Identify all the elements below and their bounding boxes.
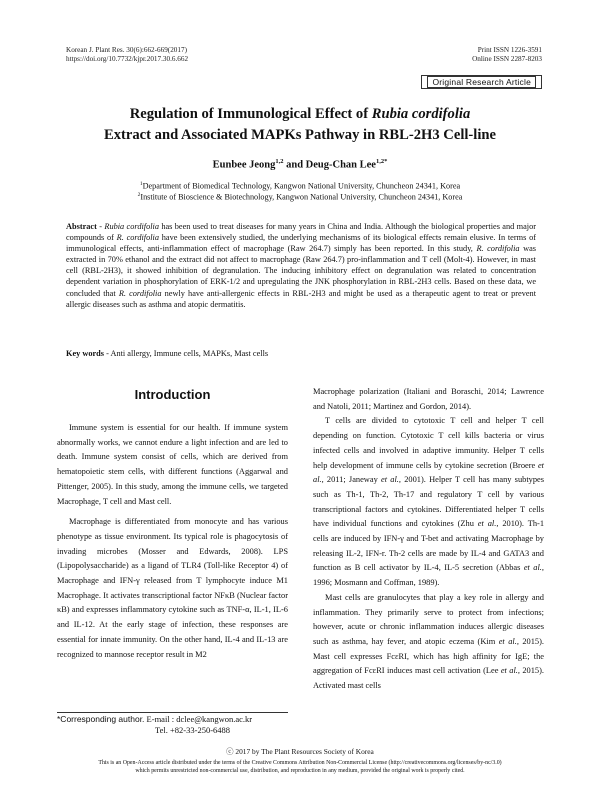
intro-paragraph-1: Immune system is essential for our health. If immune system abnormally works, we cannot endure a light infection and are led to death. Immune system consist of cells, which are derived from hematopoietic stem cells, with different functions (Aggarwal and Pittenger, 2005). In this study, among the immune cells, we targeted Macrophage, T cell and Mast cell. bbox=[57, 423, 288, 506]
intro-paragraph-3: T cells are divided to cytotoxic T cell and helper T cell depending on function. Cytotoxic T cell kills bacteria or virus infected cells and involved in adaptive immunity. Helper T cells help development of immune cells by cytokine secretion (Broere et al., 2011; Janeway et al., 2001). Helper T cell has many subtypes such as Th-1, Th-2, Th-17 and regulatory T cell by various transcriptional factors and cytokines. Differentiated helper T cells have individual functions and cytokines (Zhu et al., 2010). Th-1 cells are induced by IFN-γ and T-bet and activating Macrophage by releasing IL-2, IFN-r. Th-2 cells are made by IL-4 and GATA3 and function as B cell activator by IL-4, IL-5 secretion (Abbas et al., 1996; Mosmann and Coffman, 1989). bbox=[313, 416, 545, 588]
title-species: Rubia cordifolia bbox=[371, 106, 471, 122]
corresponding-label: *Corresponding author. bbox=[57, 714, 145, 724]
column-left bbox=[57, 421, 288, 662]
abstract: Abstract - Rubia cordifolia has been used to treat diseases for many years in China and India. Although the biological properties and major compounds of R. cordifolia have been extensively studied, the underlying mechanisms of its biological effects remain elusive. In terms of immunological effects, anti-inflammation effect of macrophage (Raw 264.7) simply has been reported. In this study, R. cordifolia was extracted in 70% ethanol and the extract did not affect to macrophage (Raw 264.7) pro-inflammation and T cell (Molt-4). However, in mast cell (RBL-2H3), it showed inhibition of degranulation. The inducing inhibitory effect on degranulation was related to concentration dependent variation in phosphorylation of ERK-1/2 and upregulating the JNK phosphorylation in RBL-2H3 cells. Based on these data, we concluded that R. cordifolia newly have anti-allergenic effects in RBL-2H3 and might be used as a therapeutic agent to treat or prevent allergic diseases such as asthma and atopic dermatitis. bbox=[66, 222, 536, 309]
column-right bbox=[313, 385, 544, 694]
online-issn: Online ISSN 2287-8203 bbox=[472, 55, 542, 63]
issn-block bbox=[472, 46, 542, 64]
keywords-label: Key words bbox=[66, 349, 105, 358]
author-1: Eunbee Jeong bbox=[212, 159, 276, 171]
corresponding-author-note bbox=[57, 714, 297, 736]
article-type-badge bbox=[421, 75, 542, 89]
author-2-affil: 1,2* bbox=[375, 158, 388, 165]
corresponding-tel: Tel. +82-33-250-6488 bbox=[155, 725, 231, 735]
copyright-line: ⓒ 2017 by The Plant Resources Society of Korea bbox=[226, 747, 374, 756]
affiliation-2: $^2$Institute of Bioscience & Biotechnology, Kangwon National University, Chuncheon 24341, Korea bbox=[137, 192, 463, 202]
title-line1: Regulation of Immunological Effect of bbox=[129, 106, 372, 122]
paper-title bbox=[40, 104, 560, 146]
license-notice: This is an Open-Access article distributed under the terms of the Creative Commons Attribution Non-Commercial License (http://creativecommons.org/licenses/by-nc/3.0) which permits unrestricted non-commercial use, distribution, and reproduction in any medium, provided the original work is properly cited. bbox=[98, 760, 502, 774]
journal-header bbox=[66, 46, 188, 64]
keywords bbox=[66, 349, 536, 358]
doi-link[interactable]: https://doi.org/10.7732/kjpr.2017.30.6.662 bbox=[66, 55, 189, 63]
intro-paragraph-2: Macrophage is differentiated from monocyte and has various phenotype as tissue environment. Its typical role is phagocytosis of invading microbes (Mosser and Edwards, 2008). LPS (Lipopolysaccharide) as a ligand of TLR4 (Toll-like Receptor 4) of Macrophage and IFN-γ released from T lymphocyte induce M1 Macrophage. It activates transcriptional factor NFκB (Nuclear factor κB) and expresses inflammatory cytokine such as TNF-α, IL-1, IL-6 and IL-12. At the early stage of infection, these responses are essential for innate immunity. On the other hand, IL-4 and IL-13 are recognized to mannose receptor result in M2 bbox=[57, 517, 288, 659]
journal-citation: Korean J. Plant Res. 30(6):662-669(2017) bbox=[66, 46, 187, 54]
intro-paragraph-2-cont: Macrophage polarization (Italiani and Boraschi, 2014; Lawrence and Natoli, 2011; Martinez and Gordon, 2014). bbox=[313, 387, 544, 411]
affiliation-1: $^1$Department of Biomedical Technology, Kangwon National University, Chuncheon 24341, Korea bbox=[139, 181, 461, 191]
author-1-affil: 1,2 bbox=[275, 158, 284, 165]
intro-paragraph-4: Mast cells are granulocytes that play a key role in allergy and inflammation. They primarily serve to protect from infections; however, acute or chronic inflammation induces allergic diseases such as asthma, hay fever, and atopic eczema (Kim et al., 2015). Mast cell expresses FcεRI, which has high affinity for IgE; the aggregation of FcεRI induces mast cell activation (Lee et al., 2015). Activated mast cells bbox=[313, 592, 545, 691]
article-type-label: Original Research Article bbox=[427, 76, 536, 88]
section-heading-introduction: Introduction bbox=[134, 387, 211, 402]
keywords-text: - Anti allergy, Immune cells, MAPKs, Mast cells bbox=[104, 349, 269, 358]
abstract-label: Abstract bbox=[66, 222, 97, 231]
corresponding-email[interactable]: E-mail : dclee@kangwon.ac.kr bbox=[144, 714, 253, 724]
title-line2: Extract and Associated MAPKs Pathway in RBL-2H3 Cell-line bbox=[104, 127, 496, 143]
print-issn: Print ISSN 1226-3591 bbox=[477, 46, 542, 54]
footnote-divider bbox=[57, 712, 288, 713]
author-list bbox=[40, 158, 560, 171]
author-2: Deug-Chan Lee bbox=[305, 159, 376, 171]
author-joiner: and bbox=[283, 159, 306, 171]
